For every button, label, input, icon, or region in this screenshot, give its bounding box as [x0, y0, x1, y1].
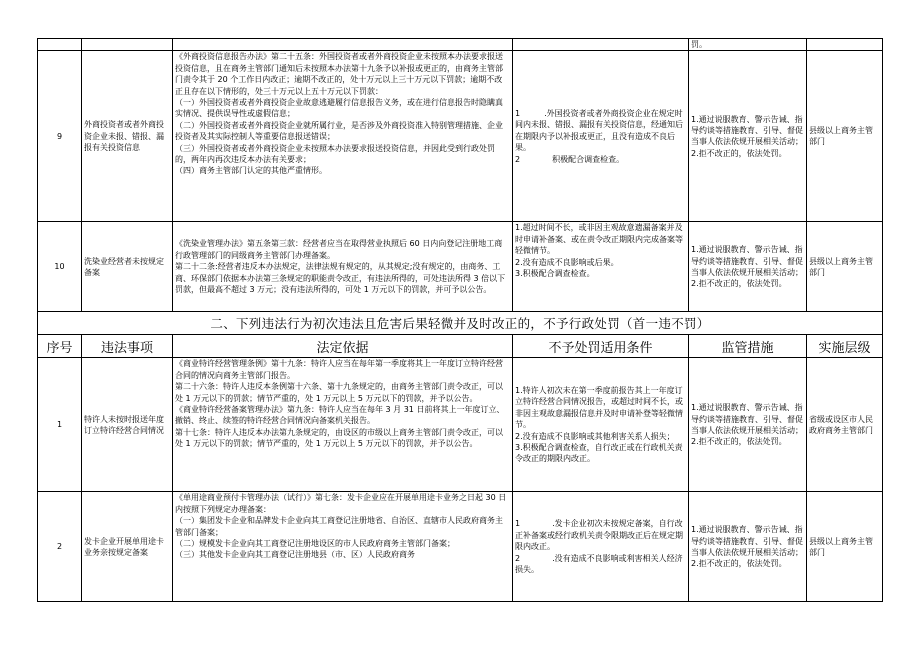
regulation-table-page [37, 38, 882, 602]
violation-item: 洗染业经营者未按规定备案 [82, 222, 173, 312]
row-number: 2 [38, 492, 82, 602]
measure-cell: 罚。 [689, 39, 807, 51]
measure-item: 1.通过说服教育、警示告诫、指导约谈等措施教育、引导、督促当事人依法依规开展相关活动； [691, 403, 803, 435]
law-paragraph: （四）商务主管部门认定的其他严重情形。 [175, 166, 327, 176]
header-measures: 监管措施 [689, 335, 807, 358]
law-paragraph: （二）规模发卡企业向其工商登记注册地设区的市人民政府商务主管部门备案； [175, 539, 455, 549]
measure-item: 2.拒不改正的，依法处罚。 [691, 148, 787, 158]
table-row [38, 492, 883, 602]
legal-basis [173, 222, 513, 312]
condition-item: 3.积极配合调查检查，自行改正或在行政机关责令改正的期限内改正。 [515, 443, 683, 464]
condition-item: 2.没有造成不良影响或其他利害关系人损失； [515, 431, 675, 441]
header-basis: 法定依据 [173, 335, 513, 358]
measure-item: 1.通过说服教育、警示告诫、指导约谈等措施教育、引导、督促当事人依法依规开展相关活动； [691, 114, 803, 147]
row-number: 10 [38, 222, 82, 312]
header-no: 序号 [38, 335, 82, 358]
exemption-conditions [513, 222, 689, 312]
law-paragraph: （二）外国投资者或者外商投资企业就所属行业，是否涉及外商投资准入特别管理措施、企业投资者及其实际控制人等重要信息报送错误； [175, 120, 503, 142]
exemption-conditions [513, 358, 689, 492]
table-row [38, 358, 883, 492]
law-paragraph: 《单用途商业预付卡管理办法（试行）》第七条：发卡企业应在开展单用途卡业务之日起 30 日内按照下列规定办理备案： [175, 493, 507, 514]
measure-item: 2.拒不改正的，依法处罚。 [691, 279, 787, 289]
violation-item: 特许人未按时报送年度订立特许经营合同情况 [82, 358, 173, 492]
table-row [38, 222, 883, 312]
continuation-row [38, 39, 883, 51]
legal-basis [173, 492, 513, 602]
law-paragraph: 《商业特许经营管理条例》第十九条：特许人应当在每年第一季度将其上一年度订立特许经营合同的情况向商务主管部门报告。 [175, 359, 503, 380]
exemption-conditions [513, 51, 689, 222]
condition-item: 2.没有造成不良影响或后果。 [515, 257, 619, 267]
law-paragraph: 《商业特许经营备案管理办法》第九条：特许人应当在每年 3 月 31 日前将其上一年度订立、撤销、终止、续签的特许经营合同情况向备案机关报告。 [175, 405, 505, 426]
section-title: 二、下列违法行为初次违法且危害后果轻微并及时改正的，不予行政处罚（首一违不罚） [38, 312, 883, 335]
violation-item: 发卡企业开展单用途卡业务亲按规定备案 [82, 492, 173, 602]
measure-item: 2.拒不改正的，依法处罚。 [691, 559, 787, 569]
implementation-level: 县级以上商务主管部门 [807, 51, 883, 222]
implementation-level: 县级以上商务主管部门 [807, 222, 883, 312]
condition-item: 1 .外国投资者或者外商投资企业在规定时间内未报、错报、漏报有关投资信息，经通知后在期限内予以补报或更正，且没有造成不良后果。 [515, 108, 683, 153]
table-row [38, 51, 883, 222]
implementation-level: 县级以上商务主管部门 [807, 492, 883, 602]
condition-item: 1.特许人初次未在第一季度前报告其上一年度订立特许经营合同情况报告，或超过时间不长，或非因主观故意漏报信息并及时申请补登等轻微情节。 [515, 385, 683, 430]
header-row [38, 335, 883, 358]
law-paragraph: 第二十二条:经营者违反本办法规定，法律法规有规定的，从其规定;没有规定的，由商务、工商、环保部门依据本办法第三条规定的职能责令改正，有违法所得的，可处违法所得 3 倍以下罚款，但最高不超过 3 万元；没有违法所得的，可处 1 万元以下的罚款，并可予以公告。 [175, 262, 506, 295]
implementation-level: 省级或设区市人民政府商务主管部门 [807, 358, 883, 492]
law-paragraph: 第十七条：特许人违反本办法第九条规定的，由设区的市级以上商务主管部门责令改正，可以处 1 万元以下的罚款；情节严重的，处 1 万元以上 5 万元以下的罚款，并予以公告。 [175, 427, 503, 449]
law-paragraph: （三）外国投资者或者外商投资企业未按照本办法要求报送投资信息，并因此受到行政处罚的，两年内再次违反本办法有关要求； [175, 143, 495, 165]
law-paragraph: （一）集团发卡企业和品牌发卡企业向其工商登记注册地省、自治区、直辖市人民政府商务主管部门备案； [175, 516, 503, 537]
condition-item: 1 .发卡企业初次未按规定备案，自行改正补备案或经行政机关责令限期改正后在规定期限内改正。 [515, 519, 683, 552]
legal-basis [173, 358, 513, 492]
measure-item: 1.通过说服教育、警示告诫、指导约谈等措施教育、引导、督促当事人依法依规开展相关活动； [691, 525, 803, 557]
supervision-measures [689, 51, 807, 222]
law-paragraph: 第二十六条：特许人违反本条例第十六条、第十九条规定的，由商务主管部门责令改正，可以处 1 万元以下的罚款；情节严重的，处 1 万元以上 5 万元以下的罚款，并予以公告。 [175, 382, 503, 403]
row-number: 9 [38, 51, 82, 222]
row-number: 1 [38, 358, 82, 492]
legal-basis [173, 51, 513, 222]
law-paragraph: （三）其他发卡企业向其工商登记注册地县（市、区）人民政府商务 [175, 550, 415, 560]
supervision-measures [689, 222, 807, 312]
condition-item: 2 .没有造成不良影响或利害相关人经济损失。 [515, 553, 683, 575]
header-level: 实施层级 [807, 335, 883, 358]
law-paragraph: 《洗染业管理办法》第五条第三款：经营者应当在取得营业执照后 60 日内向登记注册地工商行政管理部门的同级商务主管部门办理备案。 [175, 239, 503, 260]
supervision-measures [689, 358, 807, 492]
section-title-row [38, 312, 883, 335]
condition-item: 1.超过时间不长，或非因主观故意遗漏备案并及时申请补备案、或在责令改正期限内完成备案等轻微情节。 [515, 223, 683, 256]
measure-item: 1.通过说服教育、警示告诫、指导约谈等措施教育、引导、督促当事人依法依规开展相关活动； [691, 245, 803, 277]
condition-item: 3.积极配合调查检查。 [515, 269, 595, 279]
law-paragraph: 《外商投资信息报告办法》第二十五条：外国投资者或者外商投资企业未按照本办法要求报送投资信息，且在商务主管部门通知后未按照本办法第十九条予以补报或更正的，由商务主管部门责令其于 20 个工作日内改正；逾期不改正的，处十万元以上三十万元以下罚款；逾期不改正且存在以下情形的，处三十万元以上五十万元以下罚款： [175, 52, 503, 96]
exemption-conditions [513, 492, 689, 602]
header-conditions: 不予处罚适用条件 [513, 335, 689, 358]
supervision-measures [689, 492, 807, 602]
regulation-table [37, 38, 883, 602]
measure-item: 2.拒不改正的，依法处罚。 [691, 437, 787, 447]
header-item: 违法事项 [82, 335, 173, 358]
law-paragraph: （一）外国投资者或者外商投资企业故意逃避履行信息报告义务，或在进行信息报告时隐瞒真实情况、提供误导性或虚假信息； [175, 98, 503, 119]
condition-item: 2 积极配合调查检查。 [515, 154, 625, 164]
violation-item: 外商投资者或者外商投资企业未报、错报、漏报有关投资信息 [82, 51, 173, 222]
